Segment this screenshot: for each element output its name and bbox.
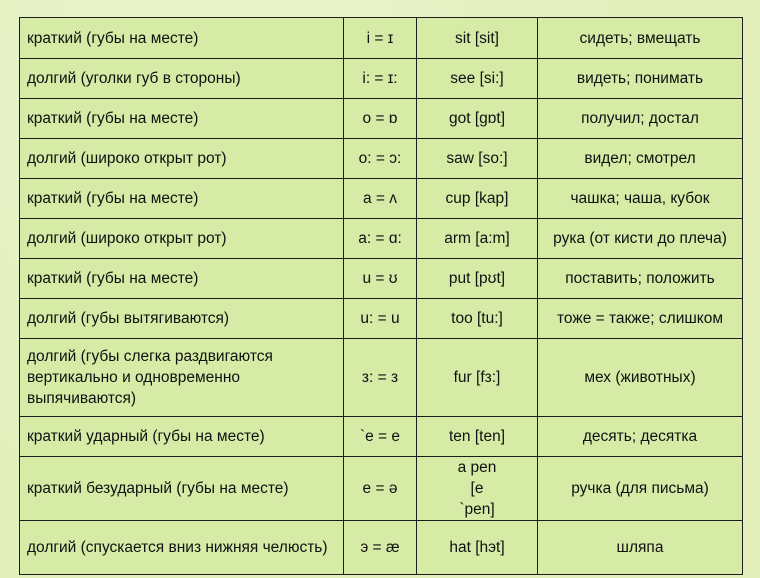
sound-description: долгий (спускается вниз нижняя челюсть) — [20, 521, 344, 575]
example-translation: рука (от кисти до плеча) — [538, 219, 743, 259]
example-word: ten [ten] — [417, 417, 538, 457]
table-row — [20, 339, 743, 417]
sound-description: долгий (широко открыт рот) — [20, 219, 344, 259]
vowel-sounds-table — [19, 17, 743, 575]
example-translation: получил; достал — [538, 99, 743, 139]
sound-description: краткий ударный (губы на месте) — [20, 417, 344, 457]
example-word: fur [fз:] — [417, 339, 538, 417]
example-translation: шляпа — [538, 521, 743, 575]
table-row — [20, 219, 743, 259]
sound-description: краткий (губы на месте) — [20, 99, 344, 139]
example-word: saw [so:] — [417, 139, 538, 179]
sound-symbol: e = ə — [344, 457, 417, 521]
example-word: see [si:] — [417, 59, 538, 99]
sound-symbol: `e = e — [344, 417, 417, 457]
table-row — [20, 139, 743, 179]
sound-symbol: a: = ɑ: — [344, 219, 417, 259]
sound-symbol: a = ʌ — [344, 179, 417, 219]
sound-symbol: э = æ — [344, 521, 417, 575]
example-word: sit [sit] — [417, 18, 538, 59]
example-translation: ручка (для письма) — [538, 457, 743, 521]
sound-symbol: o = ɒ — [344, 99, 417, 139]
table-row — [20, 457, 743, 521]
table-row — [20, 417, 743, 457]
sound-description: долгий (уголки губ в стороны) — [20, 59, 344, 99]
sound-symbol: i: = ɪ: — [344, 59, 417, 99]
table-row — [20, 99, 743, 139]
sound-symbol: i = ɪ — [344, 18, 417, 59]
example-word: put [pʊt] — [417, 259, 538, 299]
sound-symbol: u: = u — [344, 299, 417, 339]
example-translation: видел; смотрел — [538, 139, 743, 179]
example-translation: тоже = также; слишком — [538, 299, 743, 339]
sound-description: долгий (губы слегка раздвигаются вертикально и одновременно выпячиваются) — [20, 339, 344, 417]
table-row — [20, 18, 743, 59]
table-row — [20, 179, 743, 219]
example-translation: десять; десятка — [538, 417, 743, 457]
table-row — [20, 59, 743, 99]
sound-description: краткий (губы на месте) — [20, 18, 344, 59]
example-translation: мех (животных) — [538, 339, 743, 417]
example-word: cup [kap] — [417, 179, 538, 219]
sound-symbol: o: = ɔ: — [344, 139, 417, 179]
example-word: arm [a:m] — [417, 219, 538, 259]
table-row — [20, 259, 743, 299]
sound-description: краткий безударный (губы на месте) — [20, 457, 344, 521]
example-translation: чашка; чаша, кубок — [538, 179, 743, 219]
table-row — [20, 521, 743, 575]
example-word: too [tu:] — [417, 299, 538, 339]
example-translation: видеть; понимать — [538, 59, 743, 99]
sound-symbol: з: = з — [344, 339, 417, 417]
example-word: a pen [e `pen] — [417, 457, 538, 521]
table-row — [20, 299, 743, 339]
example-word: got [ɡɒt] — [417, 99, 538, 139]
sound-description: краткий (губы на месте) — [20, 179, 344, 219]
example-word: hat [hэt] — [417, 521, 538, 575]
sound-description: долгий (широко открыт рот) — [20, 139, 344, 179]
sound-symbol: u = ʊ — [344, 259, 417, 299]
example-translation: сидеть; вмещать — [538, 18, 743, 59]
example-translation: поставить; положить — [538, 259, 743, 299]
sound-description: долгий (губы вытягиваются) — [20, 299, 344, 339]
sound-description: краткий (губы на месте) — [20, 259, 344, 299]
